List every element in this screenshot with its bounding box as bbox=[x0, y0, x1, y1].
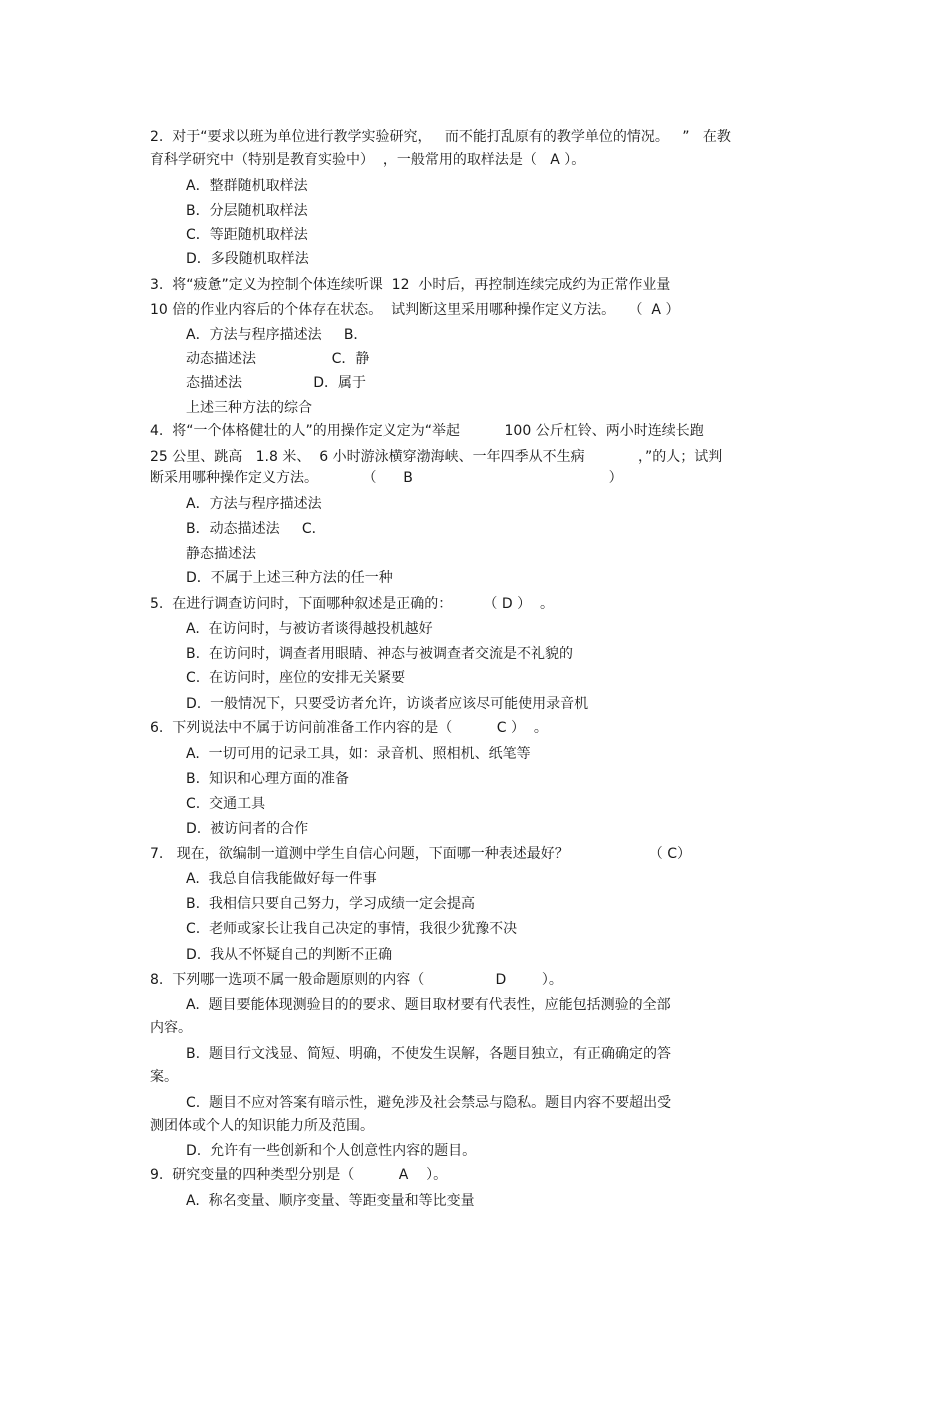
q3-options-line-2: 动态描述法 C．静 bbox=[186, 351, 370, 367]
q2-option-c: C．等距随机取样法 bbox=[186, 227, 308, 243]
q6-stem: 6. 下列说法中不属于访问前准备工作内容的是（ C ） 。 bbox=[150, 720, 548, 736]
q8-option-b-line-2: 案。 bbox=[150, 1069, 178, 1085]
q3-options-line-4: 上述三种方法的综合 bbox=[186, 400, 312, 416]
q8-stem: 8. 下列哪一选项不属一般命题原则的内容（ D ）。 bbox=[150, 972, 563, 988]
q8-option-a-line-1: A. 题目要能体现测验目的的要求、题目取材要有代表性，应能包括测验的全部 bbox=[186, 997, 671, 1013]
q2-stem-line-2: 育科学研究中（特别是教育实验中） ，一般常用的取样法是（ A ）。 bbox=[150, 152, 586, 168]
q4-option-d: D．不属于上述三种方法的任一种 bbox=[186, 570, 393, 586]
q8-option-b-line-1: B. 题目行文浅显、简短、明确，不使发生误解，各题目独立，有正确确定的答 bbox=[186, 1046, 671, 1062]
q3-stem-line-1: 3. 将“疲惫”定义为控制个体连续听课 12 小时后，再控制连续完成约为正常作业量 bbox=[150, 277, 671, 293]
q9-option-a: A. 称名变量、顺序变量、等距变量和等比变量 bbox=[186, 1193, 475, 1209]
q7-option-c: C. 老师或家长让我自己决定的事情，我很少犹豫不决 bbox=[186, 921, 518, 937]
q3-options-line-1: A．方法与程序描述法 B． bbox=[186, 327, 368, 343]
q3-stem-line-2: 10 倍的作业内容后的个体存在状态。 试判断这里采用哪种操作定义方法。 （ A ） bbox=[150, 302, 680, 318]
q2-option-d: D．多段随机取样法 bbox=[186, 251, 309, 267]
q4-option-a: A．方法与程序描述法 bbox=[186, 496, 322, 512]
q8-option-c-line-2: 测团体或个人的知识能力所及范围。 bbox=[150, 1118, 374, 1134]
q5-option-c: C. 在访问时，座位的安排无关紧要 bbox=[186, 670, 406, 686]
q9-stem: 9. 研究变量的四种类型分别是（ A ）。 bbox=[150, 1167, 448, 1183]
q4-stem-line-2: 25 公里、跳高 1.8 米、 6 小时游泳横穿渤海峡、一年四季从不生病 ，”的人；试判 bbox=[150, 449, 723, 465]
q6-option-a: A. 一切可用的记录工具，如：录音机、照相机、纸笔等 bbox=[186, 746, 531, 762]
q8-option-a-line-2: 内容。 bbox=[150, 1020, 192, 1036]
q6-option-b: B. 知识和心理方面的准备 bbox=[186, 771, 349, 787]
q8-option-c-line-1: C. 题目不应对答案有暗示性，避免涉及社会禁忌与隐私。题目内容不要超出受 bbox=[186, 1095, 672, 1111]
q4-stem-line-3: 断采用哪种操作定义方法。 （ B ） bbox=[150, 470, 623, 486]
q5-option-a: A. 在访问时，与被访者谈得越投机越好 bbox=[186, 621, 433, 637]
q6-option-d: D. 被访问者的合作 bbox=[186, 821, 309, 837]
q2-stem-line-1: 2. 对于“要求以班为单位进行教学实验研究， 而不能打乱原有的教学单位的情况。 ” 在教 bbox=[150, 129, 731, 145]
q4-stem-line-1: 4. 将“一个体格健壮的人”的用操作定义定为“举起 100 公斤杠铃、两小时连续长跑 bbox=[150, 423, 704, 439]
q4-option-c: 静态描述法 bbox=[186, 546, 256, 562]
q7-option-d: D. 我从不怀疑自己的判断不正确 bbox=[186, 947, 393, 963]
q5-option-d: D. 一般情况下，只要受访者允许，访谈者应该尽可能使用录音机 bbox=[186, 696, 589, 712]
q7-option-b: B. 我相信只要自己努力，学习成绩一定会提高 bbox=[186, 896, 475, 912]
q6-option-c: C. 交通工具 bbox=[186, 796, 266, 812]
q4-option-b: B．动态描述法 C． bbox=[186, 521, 326, 537]
q2-option-b: B．分层随机取样法 bbox=[186, 203, 308, 219]
q5-option-b: B. 在访问时，调查者用眼睛、神态与被调查者交流是不礼貌的 bbox=[186, 646, 573, 662]
q3-options-line-3: 态描述法 D．属于 bbox=[186, 375, 366, 391]
q7-stem: 7. 现在，欲编制一道测中学生自信心问题，下面哪一种表述最好？ （ C） bbox=[150, 846, 692, 862]
q7-option-a: A. 我总自信我能做好每一件事 bbox=[186, 871, 377, 887]
q5-stem: 5. 在进行调查访问时，下面哪种叙述是正确的： （ D ） 。 bbox=[150, 596, 554, 612]
q2-option-a: A．整群随机取样法 bbox=[186, 178, 308, 194]
q8-option-d: D. 允许有一些创新和个人创意性内容的题目。 bbox=[186, 1143, 477, 1159]
